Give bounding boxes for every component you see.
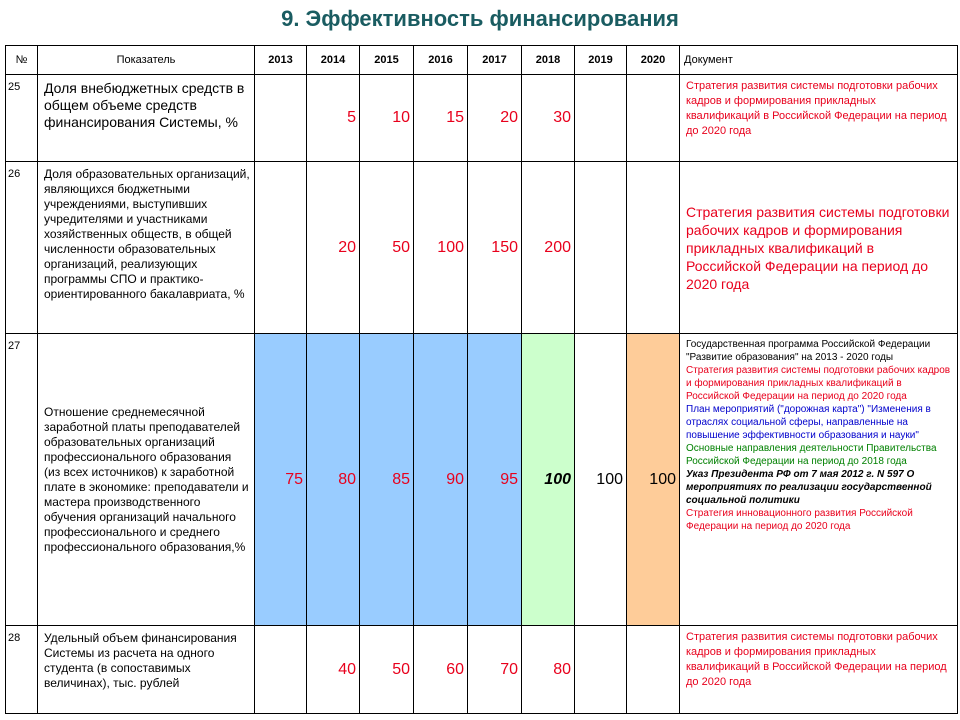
value-cell: 50 — [360, 162, 414, 334]
header-row — [6, 46, 958, 75]
value-cell: 30 — [522, 75, 575, 162]
header-year-2013: 2013 — [255, 46, 307, 75]
financing-table — [5, 45, 958, 714]
value-cell — [255, 75, 307, 162]
document-item: Стратегия развития системы подготовки рабочих кадров и формирования прикладных квалификаций в Российской Федерации на период до 2020 года — [686, 365, 951, 402]
value-cell: 95 — [468, 334, 522, 626]
table-row — [6, 334, 958, 626]
value-cell — [575, 626, 627, 714]
header-year-2016: 2016 — [414, 46, 468, 75]
row-number: 28 — [6, 626, 38, 714]
document-item: Основные направления деятельности Правительства Российской Федерации на период до 2018 года — [686, 443, 937, 467]
document-item: План мероприятий ("дорожная карта") "Изменения в отраслях социальной сферы, направленные на повышение эффективности образования и науки" — [686, 404, 931, 441]
value-cell: 20 — [468, 75, 522, 162]
header-year-2015: 2015 — [360, 46, 414, 75]
indicator-cell: Удельный объем финансирования Системы из расчета на одного студента (в сопоставимых величинах), тыс. рублей — [38, 626, 255, 714]
table-row — [6, 75, 958, 162]
value-cell: 85 — [360, 334, 414, 626]
value-cell: 50 — [360, 626, 414, 714]
value-cell: 10 — [360, 75, 414, 162]
table-row — [6, 162, 958, 334]
value-cell: 100 — [414, 162, 468, 334]
header-year-2014: 2014 — [307, 46, 360, 75]
value-cell — [627, 75, 680, 162]
value-cell: 200 — [522, 162, 575, 334]
value-cell: 60 — [414, 626, 468, 714]
indicator-cell: Доля образовательных организаций, являющихся бюджетными учреждениями, выступивших учредителями и участниками хозяйственных обществ, в общей численности образовательных организаций, реализующих программы СПО и практико-ориентированного бакалавриата, % — [38, 162, 255, 334]
document-cell: Стратегия развития системы подготовки рабочих кадров и формирования прикладных квалификаций в Российской Федерации на период до 2020 года — [680, 75, 958, 162]
document-cell: Стратегия развития системы подготовки рабочих кадров и формирования прикладных квалификаций в Российской Федерации на период до 2020 года — [680, 626, 958, 714]
value-cell: 80 — [522, 626, 575, 714]
header-year-2019: 2019 — [575, 46, 627, 75]
value-cell: 80 — [307, 334, 360, 626]
header-year-2017: 2017 — [468, 46, 522, 75]
value-cell — [627, 626, 680, 714]
value-cell: 5 — [307, 75, 360, 162]
row-number: 25 — [6, 75, 38, 162]
value-cell: 20 — [307, 162, 360, 334]
value-cell: 15 — [414, 75, 468, 162]
document-item: Указ Президента РФ от 7 мая 2012 г. N 597 О мероприятиях по реализации государственной социальной политики — [686, 469, 932, 506]
header-year-2018: 2018 — [522, 46, 575, 75]
document-item: Государственная программа Российской Федерации "Развитие образования" на 2013 - 2020 годы — [686, 339, 931, 363]
value-cell: 70 — [468, 626, 522, 714]
value-cell: 150 — [468, 162, 522, 334]
value-cell: 100 — [627, 334, 680, 626]
value-cell: 75 — [255, 334, 307, 626]
value-cell: 100 — [522, 334, 575, 626]
document-item: Стратегия инновационного развития Российской Федерации на период до 2020 года — [686, 508, 913, 532]
value-cell: 90 — [414, 334, 468, 626]
value-cell: 40 — [307, 626, 360, 714]
value-cell — [255, 626, 307, 714]
value-cell: 100 — [575, 334, 627, 626]
header-indicator: Показатель — [38, 46, 255, 75]
value-cell — [575, 75, 627, 162]
value-cell — [627, 162, 680, 334]
document-cell — [680, 334, 958, 626]
document-cell: Стратегия развития системы подготовки рабочих кадров и формирования прикладных квалификаций в Российской Федерации на период до 2020 года — [680, 162, 958, 334]
indicator-cell: Отношение среднемесячной заработной платы преподавателей образовательных организаций профессионального образования (из всех источников) к заработной плате в экономике: преподаватели и мастера производственного обучения организаций начального профессионального и среднего профессионального образования,% — [38, 334, 255, 626]
header-year-2020: 2020 — [627, 46, 680, 75]
page-title: 9. Эффективность финансирования — [281, 6, 679, 31]
header-num: № — [6, 46, 38, 75]
header-document: Документ — [680, 46, 958, 75]
indicator-cell: Доля внебюджетных средств в общем объеме средств финансирования Системы, % — [38, 75, 255, 162]
row-number: 26 — [6, 162, 38, 334]
value-cell — [575, 162, 627, 334]
value-cell — [255, 162, 307, 334]
table-row — [6, 626, 958, 714]
row-number: 27 — [6, 334, 38, 626]
